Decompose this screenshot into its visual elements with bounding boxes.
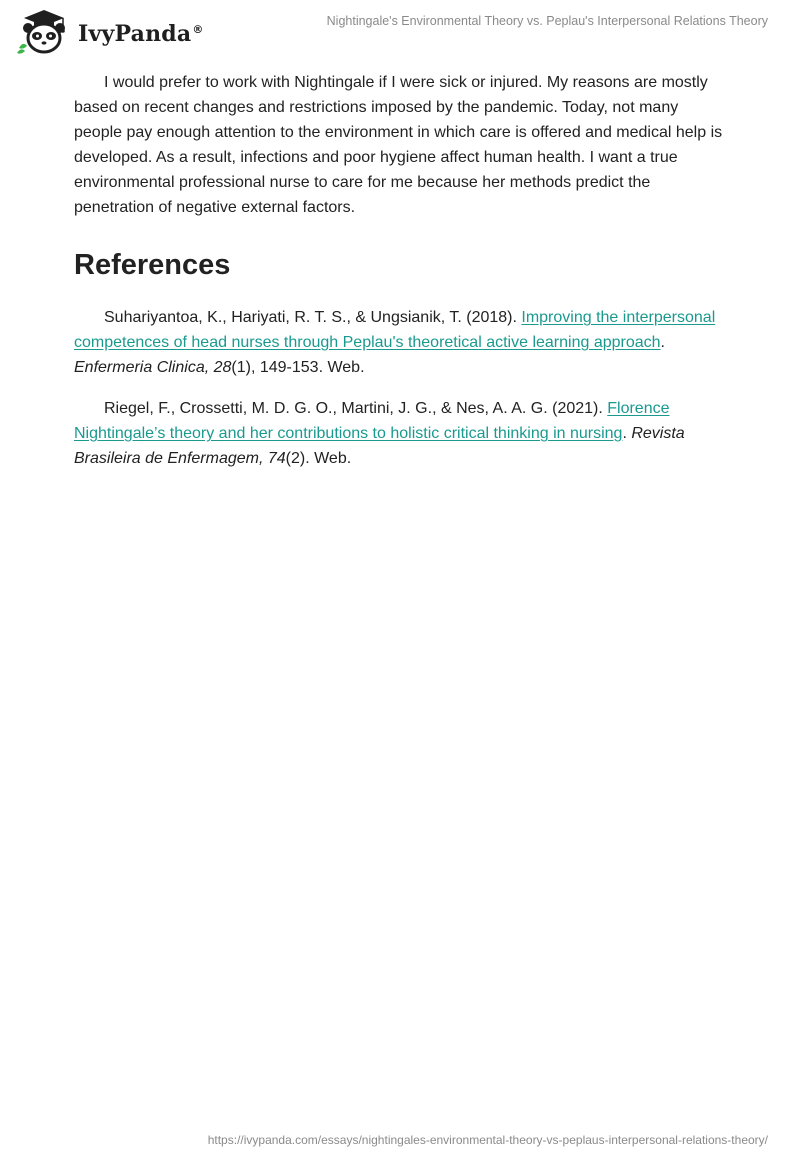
reference-authors: Suhariyantoa, K., Hariyati, R. T. S., & Ungsianik, T. (2018). [104,309,522,326]
panda-graduation-cap-icon [14,8,74,56]
reference-authors: Riegel, F., Crossetti, M. D. G. O., Martini, J. G., & Nes, A. A. G. (2021). [104,400,608,417]
registered-mark: ® [192,22,204,36]
reference-separator: . [622,425,632,442]
reference-entry [74,305,726,380]
reference-separator: . [660,334,665,351]
body-paragraph: I would prefer to work with Nightingale if I were sick or injured. My reasons are mostly based on recent changes and restrictions imposed by the pandemic. Today, not many people pay enough attention to the environment in which care is offered and medical help is developed. As a result, infections and poor hygiene affect human health. I want a true environmental professional nurse to care for me because her methods predict the penetration of negative external factors. [74,74,723,216]
document-body [74,70,726,471]
references-heading: References [74,249,231,281]
logo-name: IvyPanda [78,21,192,47]
ivypanda-logo[interactable] [14,8,204,56]
reference-title-link[interactable]: Florence Nightingale’s theory and her contributions to holistic critical thinking in nursing [74,400,670,442]
page-header [0,0,800,60]
reference-journal: Revista Brasileira de Enfermagem, 74 [74,425,685,467]
reference-details: (1), 149-153. Web. [231,359,365,376]
reference-details: (2). Web. [285,450,352,467]
reference-title-link[interactable]: Improving the interpersonal competences of head nurses through Peplau's theoretical active learning approach [74,309,716,351]
logo-wordmark [78,21,204,47]
footer-source-url[interactable]: https://ivypanda.com/essays/nightingales-environmental-theory-vs-peplaus-interpersonal-relations-theory/ [207,1133,768,1147]
reference-entry [74,396,726,471]
reference-journal: Enfermeria Clinica, 28 [74,359,232,376]
document-title: Nightingale's Environmental Theory vs. Peplau's Interpersonal Relations Theory [326,14,768,28]
